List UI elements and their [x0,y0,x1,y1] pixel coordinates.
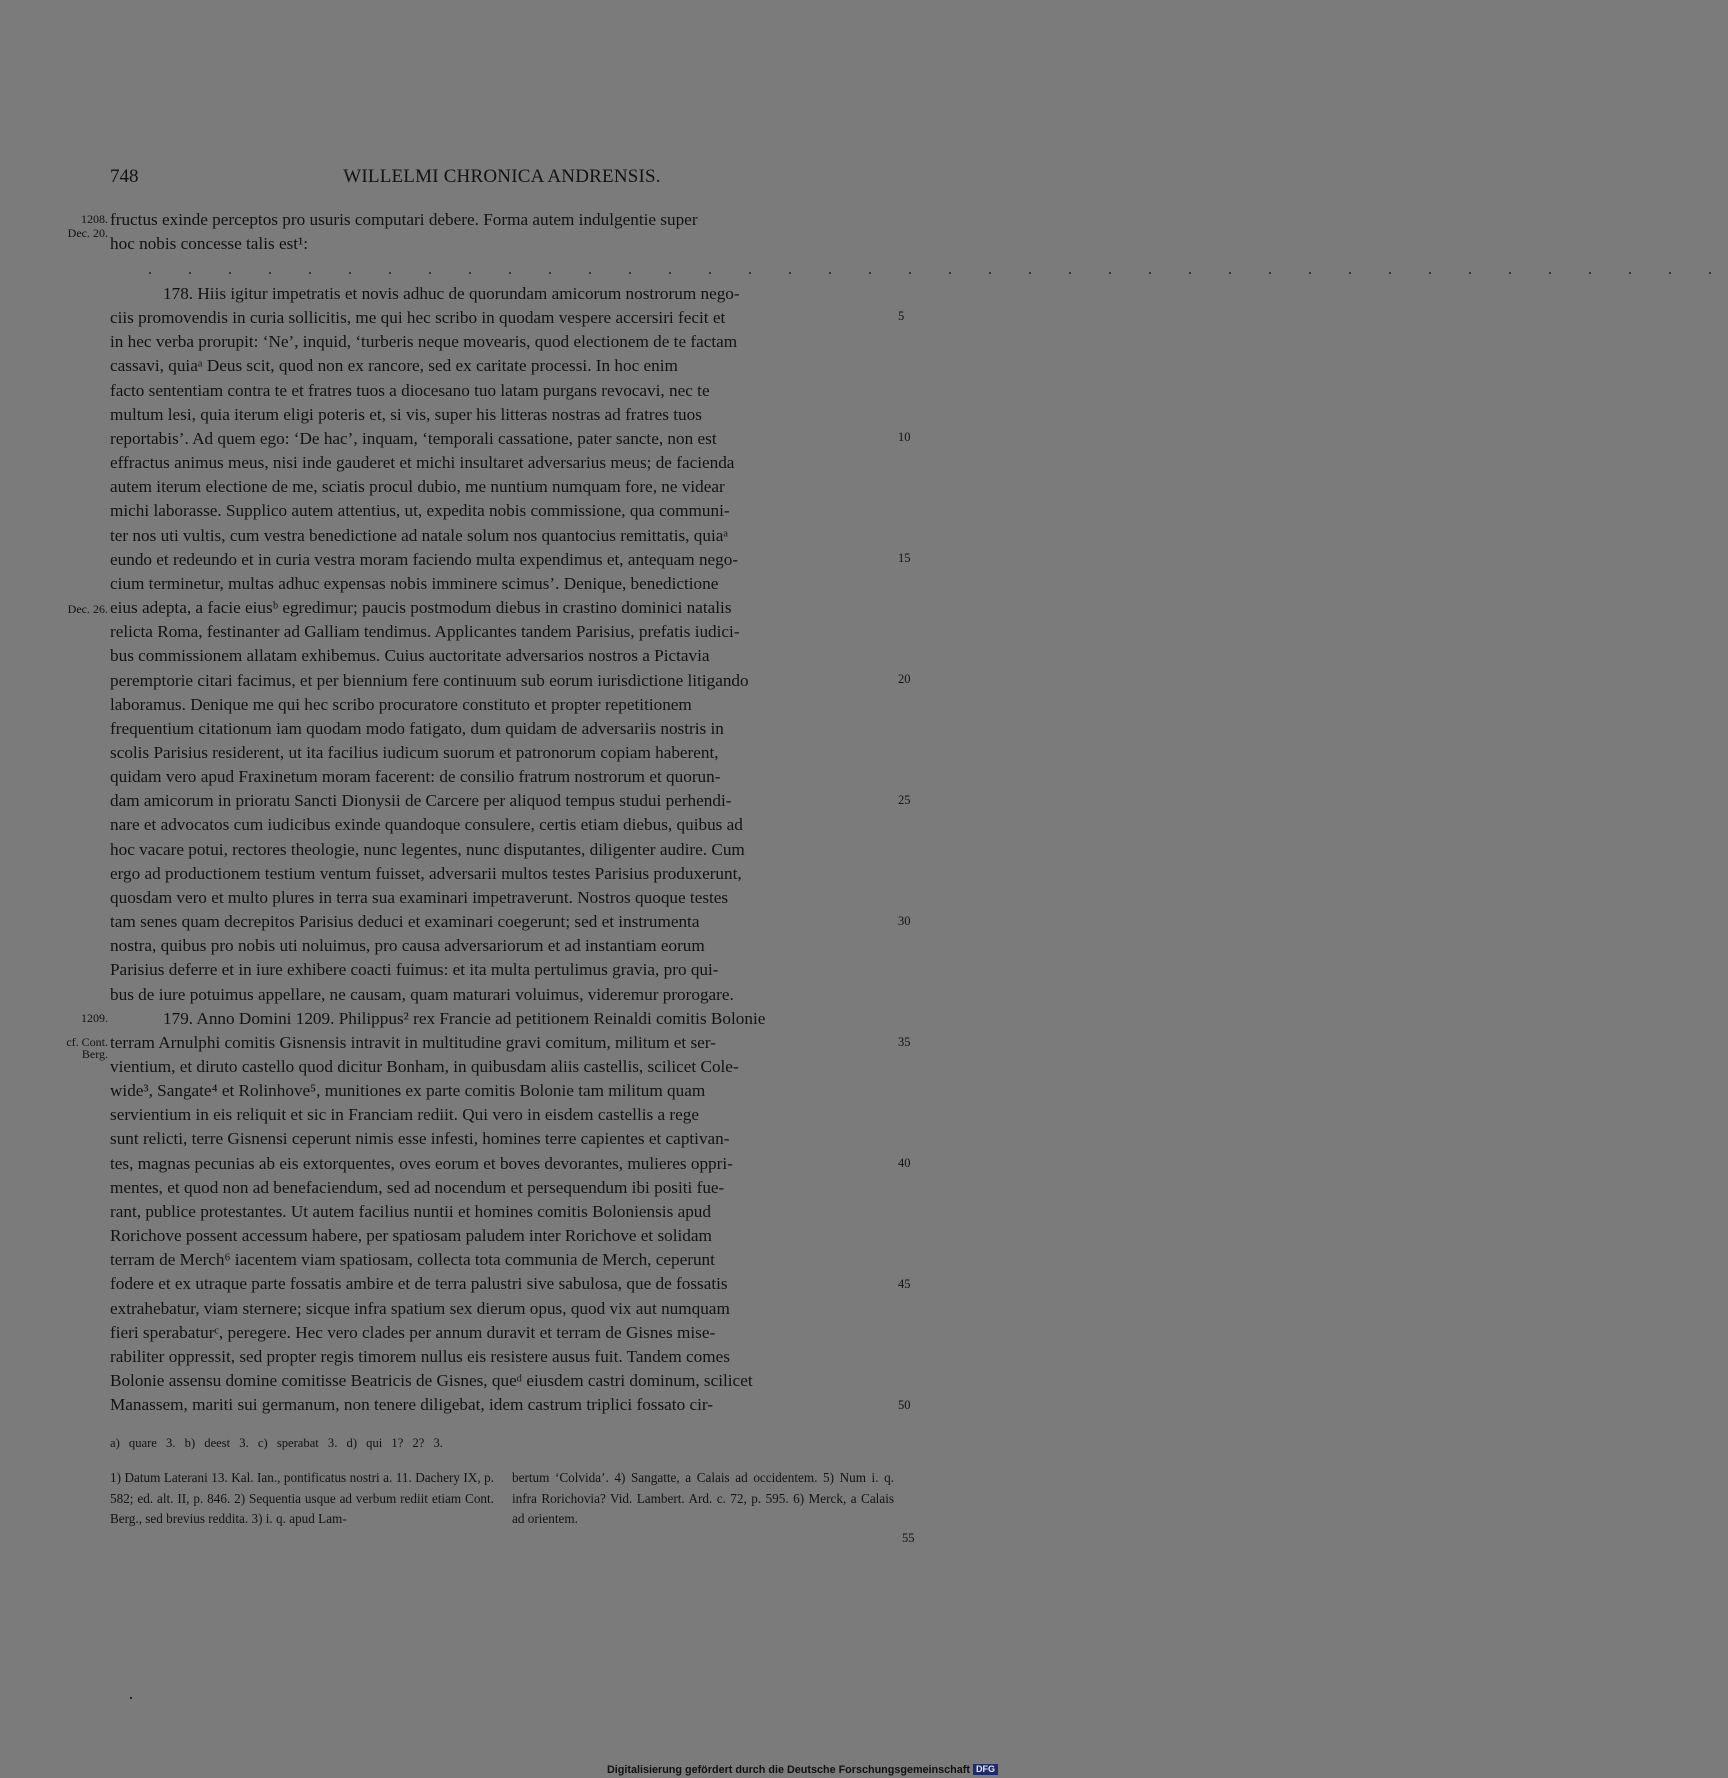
text-line: nostra, quibus pro nobis uti noluimus, pro causa adversariorum et ad instantiam eorum [110,936,705,956]
text-line: Rorichove possent accessum habere, per spatiosam paludem inter Rorichove et solidam [110,1226,712,1246]
text-line: rabiliter oppressit, sed propter regis timorem nullus eis resistere ausus fuit. Tandem comes [110,1346,730,1366]
text-line: dam amicorum in prioratu Sancti Dionysii de Carcere per aliquod tempus studui perhendi- [110,791,732,811]
digitization-credit: Digitalisierung gefördert durch die Deutsche Forschungsgemeinschaft [607,1763,970,1776]
text-line: ergo ad productionem testium ventum fuisset, adversarii multos testes Parisius produxerunt, [110,863,742,883]
text-line: in hec verba prorupit: ‘Ne’, inquid, ‘turberis neque movearis, quod electionem de te factam [110,332,738,352]
text-line: hoc nobis concesse talis est¹: [110,234,308,254]
text-line: facto sententiam contra te et fratres tuos a diocesano tuo latam purgans revocavi, nec te [110,380,710,400]
margin-berg: Berg. [81,1047,108,1061]
line-number: 10 [898,430,911,444]
text-line: bus commissionem allatam exhibemus. Cuius auctoritate adversarios nostros a Pictavia [110,646,710,666]
line-number: 50 [898,1398,911,1412]
scan-speck [130,1697,132,1699]
text-line: michi laborasse. Supplico autem attentius, ut, expedita nobis commissione, qua communi- [110,501,730,521]
text-line: 179. Anno Domini 1209. Philippus² rex Francie ad petitionem Reinaldi comitis Bolonie [163,1008,766,1028]
text-line: wide³, Sangate⁴ et Rolinhove⁵, munitiones ex parte comitis Bolonie tam militum quam [110,1081,706,1101]
text-line: fodere et ex utraque parte fossatis ambire et de terra palustri sive sabulosa, que de fossatis [110,1274,728,1294]
line-number: 35 [898,1035,911,1049]
text-line: servientium in eis reliquit et sic in Franciam rediit. Qui vero in eisdem castellis a rege [110,1105,699,1125]
textual-variants: a) quare 3. b) deest 3. c) sperabat 3. d) qui 1? 2? 3. [110,1436,443,1450]
footnotes-right-column: bertum ‘Colvida’. 4) Sangatte, a Calais ad occidentem. 5) Num i. q. infra Rorichovia? Vid. Lambert. Ard. c. 72, p. 595. 6) Merck, a Calais ad orientem. [512,1470,894,1526]
line-number: 15 [898,551,911,565]
margin-cf-cont: cf. Cont. [66,1035,108,1049]
line-number: 45 [898,1277,911,1291]
page-number: 748 [110,166,139,187]
text-line: 178. Hiis igitur impetratis et novis adhuc de quorundam amicorum nostrorum nego- [163,284,740,303]
text-line: tam senes quam decrepitos Parisius deduci et examinari coegerunt; sed et instrumenta [110,912,700,932]
line-number: 5 [898,309,905,323]
footnotes-left-column: 1) Datum Laterani 13. Kal. Ian., pontificatus nostri a. 11. Dachery IX, p. 582; ed. alt. II, p. 846. 2) Sequentia usque ad verbum rediit etiam Cont. Berg., sed brevius reddita. 3) i. q. apud Lam- [110,1470,494,1526]
text-line: ter nos uti vultis, cum vestra benedictione ad natale solum nos quantocius remittatis, quiaᵃ [110,525,729,545]
margin-date-dec-26: Dec. 26. [67,602,108,616]
text-line: eius adepta, a facie eiusᵇ egredimur; paucis postmodum diebus in crastino dominici natalis [110,598,732,618]
text-line: effractus animus meus, nisi inde gauderet et michi insultaret adversarius meus; de facienda [110,453,735,473]
section-178 [110,282,894,1417]
text-line: hoc vacare potui, rectores theologie, nunc legentes, nunc disputantes, diligenter audire. Cum [110,839,745,859]
text-line: multum lesi, quia iterum eligi poteris et, si vis, super his litteras nostras ad fratres tuos [110,404,702,424]
text-line: autem iterum electione de me, sciatis procul dubio, me nuntium numquam fore, ne videar [110,477,725,497]
dfg-logo-icon: DFG [973,1764,998,1775]
text-line: nare et advocatos cum iudicibus exinde quandoque consulere, certis etiam diebus, quibus ad [110,815,743,835]
text-line: Manassem, mariti sui germanum, non tenere diligebat, idem castrum triplici fossato cir- [110,1395,713,1415]
text-line: bus de iure potuimus appellare, ne causam, quam maturari voluimus, videremur prorogare. [110,984,734,1004]
line-number: 20 [898,672,911,686]
text-line: terram Arnulphi comitis Gisnensis intravit in multitudine gravi comitum, militum et ser- [110,1032,716,1052]
omission-dots: . . . . . . . . . . . . . . . . . . . . . . . . . . . . . . . . . . . . . . . . [148,261,1728,278]
text-line: quidam vero apud Fraxinetum moram facerent: de consilio fratrum nostrorum et quorun- [110,767,721,787]
text-line: Parisius deferre et in iure exhibere coacti fuimus: et ita multa pertulimus gravia, pro qui- [110,960,719,980]
margin-date-dec-20: Dec. 20. [67,226,108,240]
line-number: 55 [902,1531,915,1545]
text-line: eundo et redeundo et in curia vestra moram faciendo multa expendimus et, antequam nego- [110,549,739,569]
text-line: mentes, et quod non ad benefaciendum, sed ad nocendum et persequendum ibi positi fue- [110,1177,725,1197]
text-line: tes, magnas pecunias ab eis extorquentes, oves eorum et boves devorantes, mulieres oppri- [110,1153,733,1173]
text-line: frequentium citationum iam quodam modo fatigato, dum quidam de adversariis nostris in [110,718,724,738]
text-line: extrahebatur, viam sternere; sicque infra spatium sex dierum opus, quod vix aut numquam [110,1298,730,1318]
text-line: scolis Parisius residerent, ut ita facilius iudicum suorum et patronorum copiam haberent, [110,742,719,762]
line-number: 40 [898,1156,911,1170]
text-line: reportabis’. Ad quem ego: ‘De hac’, inquam, ‘temporali cassatione, pater sancte, non est [110,428,717,448]
text-line: Bolonie assensu domine comitisse Beatricis de Gisnes, queᵈ eiusdem castri dominum, scilicet [110,1371,753,1391]
text-line: rant, publice protestantes. Ut autem facilius nuntii et homines comitis Boloniensis apud [110,1201,711,1221]
text-line: relicta Roma, festinanter ad Galliam tendimus. Applicantes tandem Parisius, prefatis iudici- [110,622,740,642]
text-line: quosdam vero et multo plures in terra sua examinari impetraverunt. Nostros quoque testes [110,887,729,907]
text-line: laboramus. Denique me qui hec scribo procuratore constituto et propter repetitionem [110,694,692,714]
line-number: 25 [898,793,911,807]
margin-year-1208: 1208. [81,212,108,226]
text-line: terram de Merch⁶ iacentem viam spatiosam, collecta tota communia de Merch, ceperunt [110,1250,715,1270]
text-line: fieri sperabaturᶜ, peregere. Hec vero clades per annum duravit et terram de Gisnes mise- [110,1322,716,1342]
page-header [110,166,894,190]
digitization-footer [607,1763,998,1776]
text-line: ciis promovendis in curia sollicitis, me qui hec scribo in quodam vespere accersiri fecit et [110,308,726,328]
text-line: peremptorie citari facimus, et per biennium fere continuum sub eorum iurisdictione litigando [110,670,749,690]
opening-text [110,208,894,256]
text-line: fructus exinde perceptos pro usuris computari debere. Forma autem indulgentie super [110,210,698,229]
text-line: sunt relicti, terre Gisnensi ceperunt nimis esse infesti, homines terre capientes et captivan- [110,1129,730,1149]
line-number: 30 [898,914,911,928]
text-line: vientium, et diruto castello quod dicitur Bonham, in quibusdam aliis castellis, scilicet Cole- [110,1057,739,1076]
margin-year-1209: 1209. [81,1011,108,1025]
running-title: WILLELMI CHRONICA ANDRENSIS. [343,166,661,187]
text-line: cassavi, quiaᵃ Deus scit, quod non ex rancore, sed ex caritate processi. In hoc enim [110,356,678,376]
text-line: cium terminetur, multas adhuc expensas nobis imminere scimus’. Denique, benedictione [110,573,719,593]
